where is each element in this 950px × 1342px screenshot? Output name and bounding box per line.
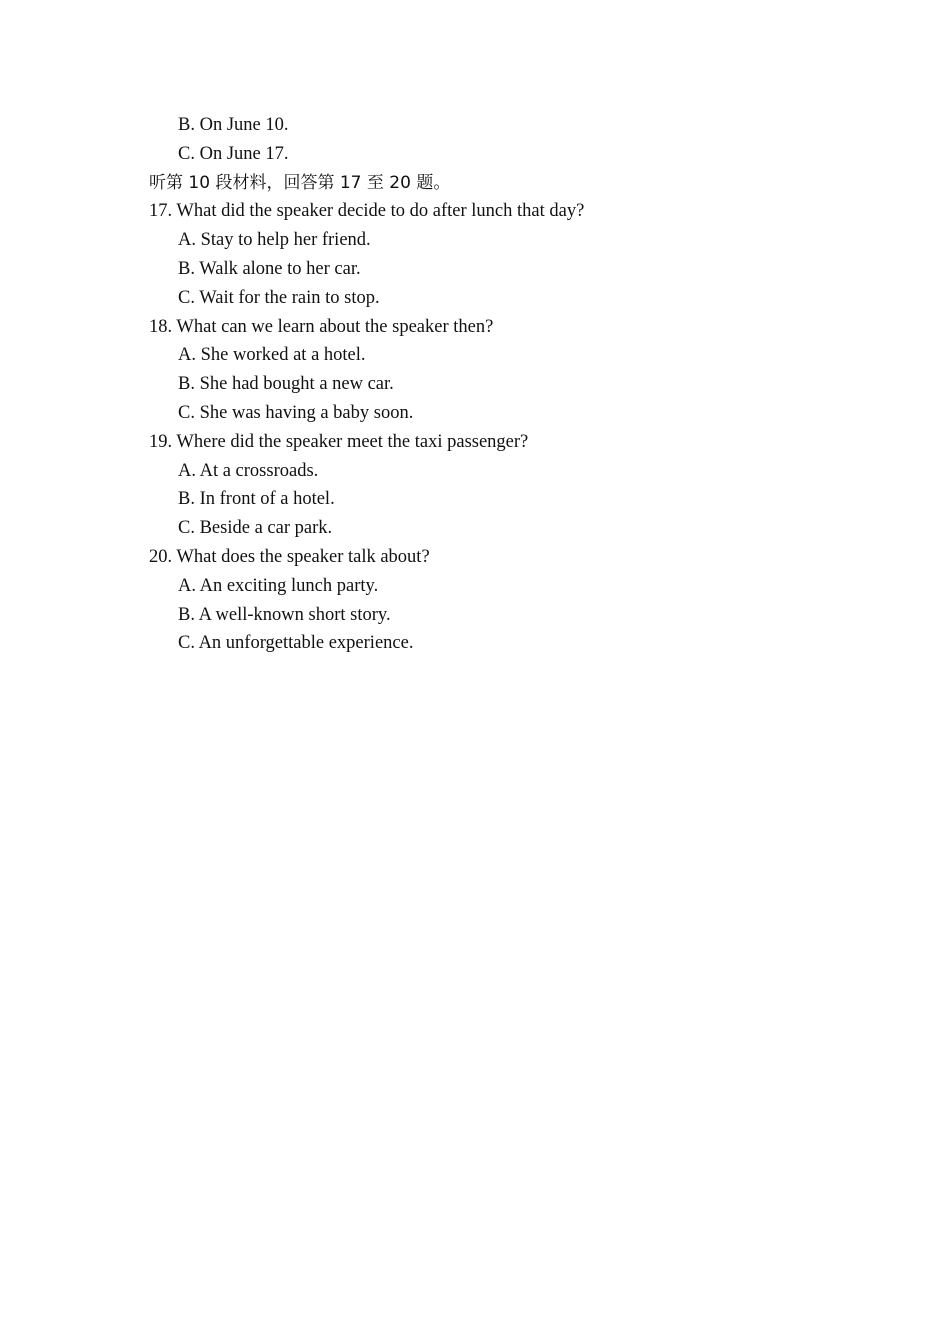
question-stem: 17. What did the speaker decide to do after lunch that day? <box>149 201 585 222</box>
option-a: A. She worked at a hotel. <box>178 345 366 366</box>
option-b: B. A well-known short story. <box>178 604 391 625</box>
option-c: C. Wait for the rain to stop. <box>178 287 380 308</box>
option-a: A. Stay to help her friend. <box>178 230 371 251</box>
option-b: B. Walk alone to her car. <box>178 258 361 279</box>
option-c: C. An unforgettable experience. <box>178 633 414 654</box>
question-stem: 20. What does the speaker talk about? <box>149 546 430 567</box>
option-c: C. Beside a car park. <box>178 518 333 539</box>
question-stem: 19. Where did the speaker meet the taxi passenger? <box>149 431 529 452</box>
document-content <box>149 111 849 658</box>
question-17 <box>149 197 849 312</box>
option-a: A. At a crossroads. <box>178 460 319 481</box>
option-b: B. In front of a hotel. <box>178 489 335 510</box>
question-stem: 18. What can we learn about the speaker then? <box>149 316 494 337</box>
question-20 <box>149 543 849 658</box>
section-heading: 听第 10 段材料，回答第 17 至 20 题。 <box>149 172 451 193</box>
option-c: C. She was having a baby soon. <box>178 402 414 423</box>
question-18 <box>149 313 849 428</box>
option-previous-c: C. On June 17. <box>178 143 289 164</box>
option-previous-b: B. On June 10. <box>178 115 289 135</box>
question-19 <box>149 428 849 543</box>
option-b: B. She had bought a new car. <box>178 374 394 395</box>
option-a: A. An exciting lunch party. <box>178 575 379 596</box>
